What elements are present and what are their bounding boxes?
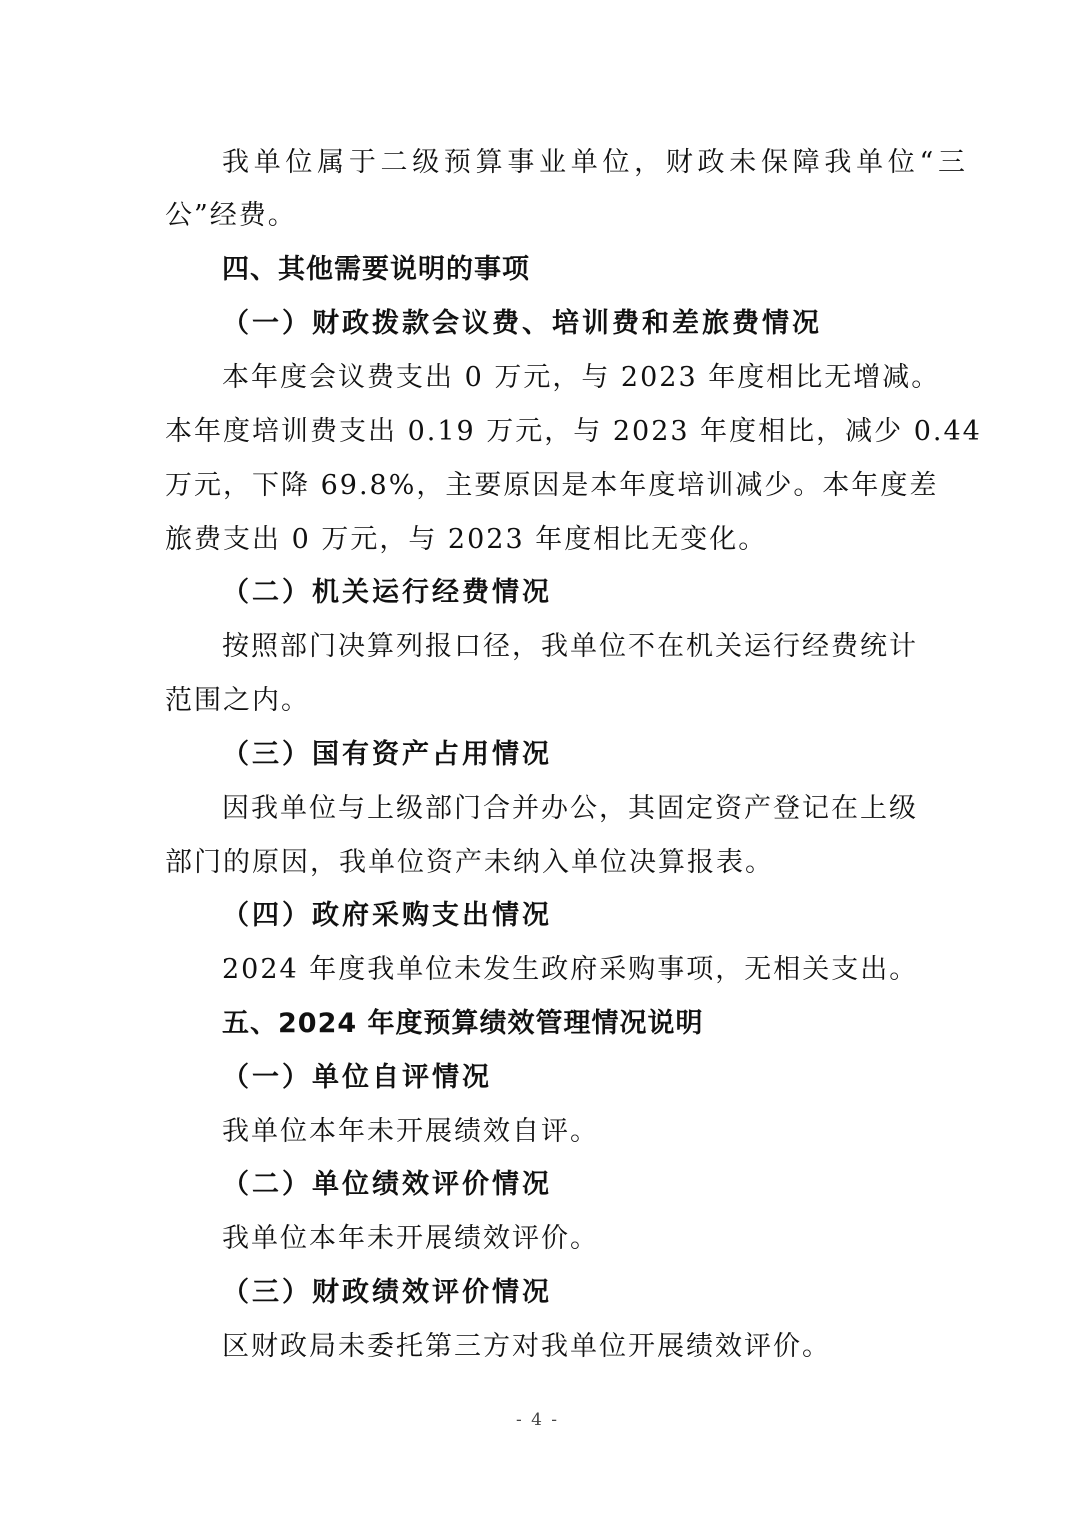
paragraph-line: 范围之内。: [165, 685, 310, 716]
paragraph-line: 区财政局未委托第三方对我单位开展绩效评价。: [222, 1331, 831, 1362]
section-heading: 五、2024 年度预算绩效管理情况说明: [222, 1008, 704, 1039]
paragraph-line: 旅费支出 0 万元，与 2023 年度相比无变化。: [165, 524, 768, 555]
paragraph-line: 因我单位与上级部门合并办公，其固定资产登记在上级: [222, 793, 918, 824]
section-heading: 四、其他需要说明的事项: [222, 254, 530, 285]
paragraph-line: 按照部门决算列报口径，我单位不在机关运行经费统计: [222, 631, 918, 662]
subsection-heading: （二）单位绩效评价情况: [222, 1169, 552, 1200]
subsection-heading: （一）财政拨款会议费、培训费和差旅费情况: [222, 308, 822, 339]
paragraph-line: 公”经费。: [165, 200, 297, 231]
paragraph-line: 我单位属于二级预算事业单位，财政未保障我单位“三: [222, 147, 967, 178]
paragraph-line: 本年度培训费支出 0.19 万元，与 2023 年度相比，减少 0.44: [165, 416, 982, 447]
subsection-heading: （一）单位自评情况: [222, 1062, 492, 1093]
subsection-heading: （四）政府采购支出情况: [222, 900, 552, 931]
paragraph-line: 我单位本年未开展绩效评价。: [222, 1223, 599, 1254]
page-number: - 4 -: [515, 1410, 560, 1430]
paragraph-line: 部门的原因，我单位资产未纳入单位决算报表。: [165, 847, 774, 878]
subsection-heading: （二）机关运行经费情况: [222, 577, 552, 608]
paragraph-line: 2024 年度我单位未发生政府采购事项，无相关支出。: [222, 954, 919, 985]
paragraph-line: 万元，下降 69.8%，主要原因是本年度培训减少。本年度差: [165, 470, 939, 501]
subsection-heading: （三）国有资产占用情况: [222, 739, 552, 770]
paragraph-line: 我单位本年未开展绩效自评。: [222, 1116, 599, 1147]
paragraph-line: 本年度会议费支出 0 万元，与 2023 年度相比无增减。: [222, 362, 941, 393]
subsection-heading: （三）财政绩效评价情况: [222, 1277, 552, 1308]
